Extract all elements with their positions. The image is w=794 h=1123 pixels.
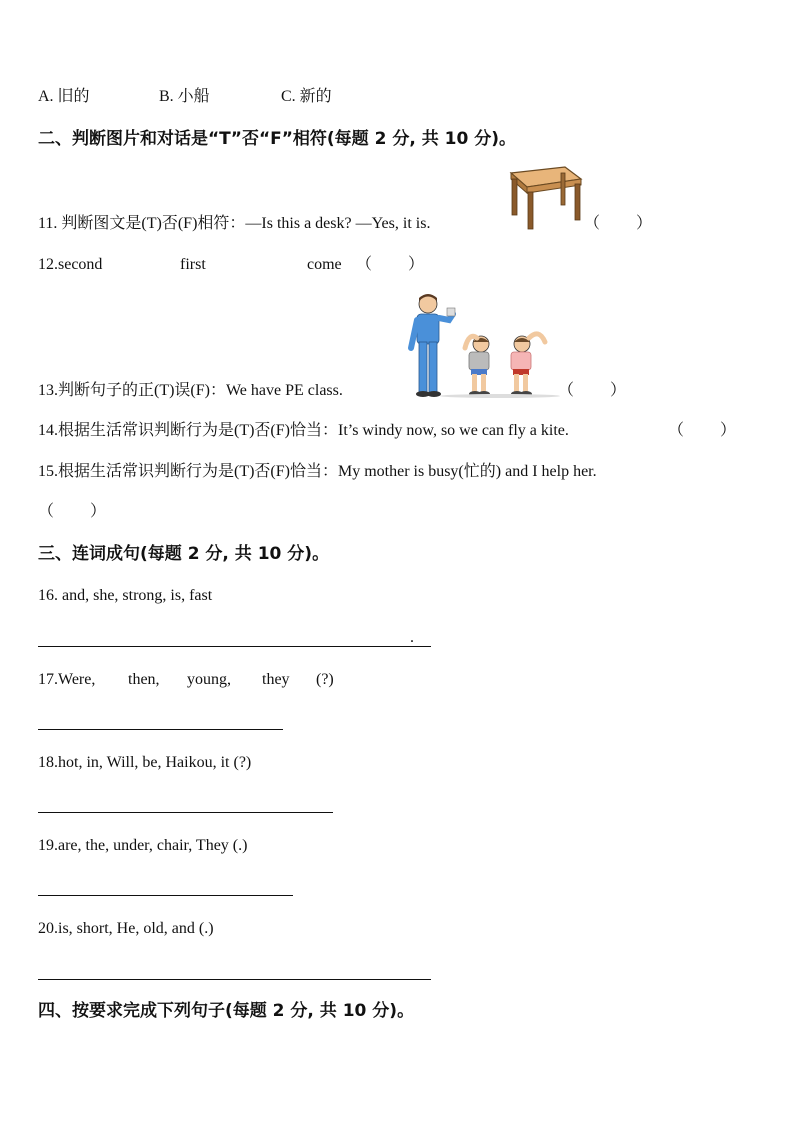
pe-class-icon <box>405 292 555 400</box>
option-a: A. 旧的 <box>38 88 90 105</box>
q17-answer-line[interactable] <box>38 729 283 730</box>
q17-word5: (?) <box>316 671 334 688</box>
section3-title: 三、连词成句(每题 2 分, 共 10 分)。 <box>38 544 330 564</box>
table-icon <box>503 165 583 231</box>
option-c: C. 新的 <box>281 88 332 105</box>
q12-word3: come <box>307 256 342 273</box>
q17-word3: young, <box>187 671 231 688</box>
q19-text: 19.are, the, under, chair, They (.) <box>38 837 248 854</box>
q12-word2: first <box>180 256 206 273</box>
q16-text: 16. and, she, strong, is, fast <box>38 587 213 604</box>
q11-answer-paren[interactable]: （ ） <box>584 215 653 232</box>
q16-end-mark: . <box>410 629 414 646</box>
option-b: B. 小船 <box>159 88 210 105</box>
q18-answer-line[interactable] <box>38 812 333 813</box>
section4-title: 四、按要求完成下列句子(每题 2 分, 共 10 分)。 <box>38 1001 415 1021</box>
q17-word4: they <box>262 671 290 688</box>
q20-text: 20.is, short, He, old, and (.) <box>38 920 214 937</box>
q15-text: 15.根据生活常识判断行为是(T)否(F)恰当：My mother is busy(忙的) and I help her. <box>38 463 597 480</box>
q20-answer-line[interactable] <box>38 979 431 980</box>
q12-answer-paren[interactable]: （ ） <box>356 256 425 273</box>
q14-text: 14.根据生活常识判断行为是(T)否(F)恰当：It’s windy now, so we can fly a kite. <box>38 422 569 439</box>
q14-answer-paren[interactable]: （ ） <box>668 422 737 439</box>
q17-word2: then, <box>128 671 160 688</box>
q15-answer-paren[interactable]: （ ） <box>38 503 107 520</box>
q13-answer-paren[interactable]: （ ） <box>558 382 627 399</box>
q19-answer-line[interactable] <box>38 895 293 896</box>
q11-text: 11. 判断图文是(T)否(F)相符：—Is this a desk? —Yes, it is. <box>38 215 431 232</box>
q12-word1: 12.second <box>38 256 103 273</box>
section2-title: 二、判断图片和对话是“T”否“F”相符(每题 2 分, 共 10 分)。 <box>38 129 516 149</box>
q13-text: 13.判断句子的正(T)误(F)：We have PE class. <box>38 382 343 399</box>
q18-text: 18.hot, in, Will, be, Haikou, it (?) <box>38 754 252 771</box>
q17-word1: 17.Were, <box>38 671 96 688</box>
q16-answer-line[interactable] <box>38 646 431 647</box>
